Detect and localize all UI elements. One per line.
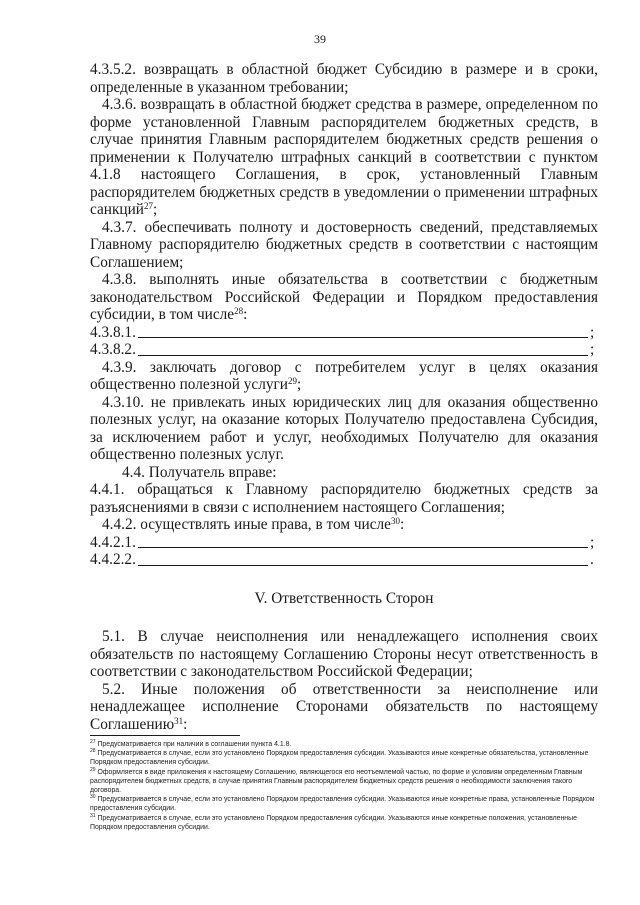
paragraph-text: 4.3.9. заключать договор с потребителем услуг в целях оказания общественно полезной услуги [90,358,598,393]
footnote-number: 28 [90,748,96,755]
footnote [90,749,600,767]
footnotes [90,740,600,832]
paragraph-text: 4.3.5.2. возвращать в областной бюджет Субсидию в размере и в сроки, определенные в указанном требовании; [90,61,598,96]
paragraph-text: 4.4.1. обращаться к Главному распорядителю бюджетных средств за разъяснениями в связи с исполнением настоящего Соглашения; [90,481,598,516]
paragraph-text: 4.3.6. возвращать в областной бюджет средства в размере, определенном по форме установленной Главным распорядителем бюджетных средств, в случае принятия Главным распорядителем бюджетных средств решения о применении к Получателю штрафных санкций в соответствии с пунктом 4.1.8 настоящего Соглашения, в срок, установленный Главным распорядителем бюджетных средств в уведомлении о применении штрафных санкций [90,96,598,218]
blank-line-4-4-2-2 [90,551,598,569]
fill-in-underline [138,564,588,566]
footnote-ref-31: 31 [174,715,184,726]
fill-in-underline [138,336,588,338]
footnote-separator [90,735,240,736]
footnote-number: 30 [90,794,96,801]
punctuation: : [183,715,188,733]
footnote [90,740,600,749]
punctuation: ; [152,201,158,218]
paragraph-text: 4.3.8. выполнять иные обязательства в соответствии с бюджетным законодательством Российской Федерации и Порядком предоставления субсидии, в том числе [90,271,598,323]
paragraph-text: 5.2. Иные положения об ответственности за неисполнение или ненадлежащее исполнение Сторонами обязательств по настоящему Соглашению [90,680,598,733]
paragraph-5-2 [90,681,598,734]
paragraph-4-3-10 [90,394,598,464]
paragraph-4-3-8 [90,271,598,324]
footnote [90,814,600,832]
footnote-ref-29: 29 [287,376,297,386]
paragraph-4-3-9 [90,359,598,394]
blank-line-label: 4.4.2.1. [90,533,136,551]
fill-in-underline [138,354,588,356]
paragraph-4-3-5-2 [90,61,598,96]
punctuation: ; [590,341,595,358]
paragraph-text: 4.4. Получатель вправе: [122,463,277,481]
paragraph-text: 4.3.10. не привлекать иных юридических лиц для оказания общественно полезных услуг, на оказание которых Получателю предоставлена Субсидия, за исключением работ и услуг, необходимых Получателю для оказания общественно полезных услуг. [90,393,598,463]
page-number: 39 [314,32,326,46]
blank-line-4-3-8-2 [90,341,598,359]
paragraph-text: 5.1. В случае неисполнения или ненадлежащего исполнения своих обязательств по настоящему Соглашению Стороны несут ответственность в соответствии с законодательством Российской Федерации; [90,628,598,680]
paragraph-4-4 [90,464,598,482]
punctuation: : [399,516,405,533]
footnote-ref-27: 27 [143,201,153,211]
punctuation: ; [296,376,302,393]
paragraph-4-4-1 [90,481,598,516]
blank-line-label: 4.3.8.1. [90,323,136,341]
punctuation: : [243,306,248,323]
paragraph-4-3-6 [90,96,598,219]
blank-line-4-4-2-1 [90,534,598,552]
footnote-number: 29 [90,766,96,773]
footnote [90,768,600,796]
footnote-ref-30: 30 [390,516,400,526]
footnote-text: Оформляется в виде приложения к настоящему Соглашению, являющегося его неотъемлемой частью, по форме и условиям определенным Главным распорядителем бюджетных средств, в случае принятия Главным распорядителем бюджетных средств решения о необходимости заключения такого договора. [90,768,583,795]
punctuation: . [590,551,594,568]
punctuation: ; [590,533,595,551]
punctuation: ; [590,323,595,341]
paragraph-4-3-7 [90,219,598,272]
footnote-number: 27 [90,739,96,745]
blank-line-label: 4.3.8.2. [90,341,136,358]
paragraph-text: 4.4.2. осуществлять иные права, в том числе [102,516,391,533]
footnote-text: Предусматривается в случае, если это установлено Порядком предоставления субсидии. Указываются иные конкретные положения, установленные Порядком предоставления субсидии. [90,814,577,831]
footnote-text: Предусматривается при наличии в соглашении пункта 4.1.8. [97,741,292,748]
paragraph-text: 4.3.7. обеспечивать полноту и достоверность сведений, представляемых Главному распорядителю бюджетных средств в соответствии с настоящим Соглашением; [90,218,598,271]
document-body [90,61,598,733]
blank-line-4-3-8-1 [90,324,598,342]
section-heading: V. Ответственность Сторон [254,589,434,607]
paragraph-4-4-2 [90,516,598,534]
footnote-ref-28: 28 [234,306,244,316]
footnote-number: 31 [90,812,96,819]
footnote-text: Предусматривается в случае, если это установлено Порядком предоставления субсидии. Указываются иные конкретные обязательства, установленные Порядком предоставления субсидии. [90,750,589,767]
blank-line-label: 4.4.2.2. [90,551,136,568]
fill-in-underline [138,546,588,548]
footnote [90,795,600,813]
footnote-text: Предусматривается в случае, если это установлено Порядком предоставления субсидии. Указываются иные конкретные права, установленные Порядком предоставления субсидии. [90,796,595,813]
paragraph-5-1 [90,628,598,681]
